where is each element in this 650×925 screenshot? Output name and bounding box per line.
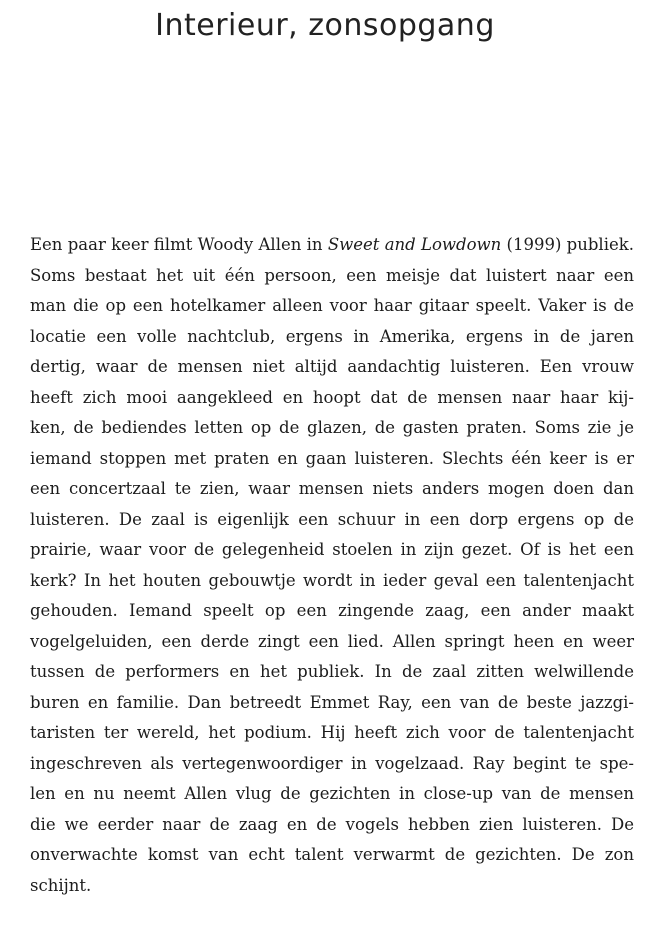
text-line: die we eerder naar de zaag en de vogels hebben zien luisteren. De	[30, 814, 634, 834]
text-line: heeft zich mooi aangekleed en hoopt dat de mensen naar haar kij-	[30, 387, 634, 407]
text-line: onverwachte komst van echt talent verwarmt de gezichten. De zon	[30, 845, 634, 864]
text-line: locatie een volle nachtclub, ergens in Amerika, ergens in de jaren	[30, 326, 634, 346]
text-line: man die op een hotelkamer alleen voor haar gitaar speelt. Vaker is de	[30, 296, 634, 315]
text-line	[30, 230, 634, 261]
text-segment: (1999) publiek.	[501, 235, 634, 254]
body-paragraph	[30, 230, 634, 901]
text-line: ingeschreven als vertegenwoordiger in vogelzaad. Ray begint te spe-	[30, 753, 634, 773]
text-line: een concertzaal te zien, waar mensen niets anders mogen doen dan	[30, 479, 634, 498]
text-line: len en nu neemt Allen vlug de gezichten in close-up van de mensen	[30, 784, 634, 803]
text-line: taristen ter wereld, het podium. Hij heeft zich voor de talentenjacht	[30, 723, 634, 742]
text-line: tussen de performers en het publiek. In de zaal zitten welwillende	[30, 662, 634, 681]
film-title: Sweet and Lowdown	[327, 235, 502, 254]
text-line: gehouden. Iemand speelt op een zingende zaag, een ander maakt	[30, 601, 634, 620]
text-line: kerk? In het houten gebouwtje wordt in ieder geval een talentenjacht	[30, 570, 634, 590]
text-line: ken, de bediendes letten op de glazen, de gasten praten. Soms zie je	[30, 418, 634, 437]
text-line: Soms bestaat het uit één persoon, een meisje dat luistert naar een	[30, 265, 634, 285]
text-line: buren en familie. Dan betreedt Emmet Ray, een van de beste jazzgi-	[30, 692, 634, 712]
chapter-title: Interieur, zonsopgang	[155, 8, 495, 43]
text-line: dertig, waar de mensen niet altijd aandachtig luisteren. Een vrouw	[30, 357, 634, 376]
text-line: luisteren. De zaal is eigenlijk een schuur in een dorp ergens op de	[30, 509, 634, 529]
text-line: prairie, waar voor de gelegenheid stoelen in zijn gezet. Of is het een	[30, 540, 634, 559]
text-line: iemand stoppen met praten en gaan luisteren. Slechts één keer is er	[30, 448, 634, 468]
text-segment: Een paar keer filmt Woody Allen in	[30, 235, 328, 254]
text-line: schijnt.	[30, 875, 92, 895]
text-line: vogelgeluiden, een derde zingt een lied. Allen springt heen en weer	[30, 631, 634, 651]
